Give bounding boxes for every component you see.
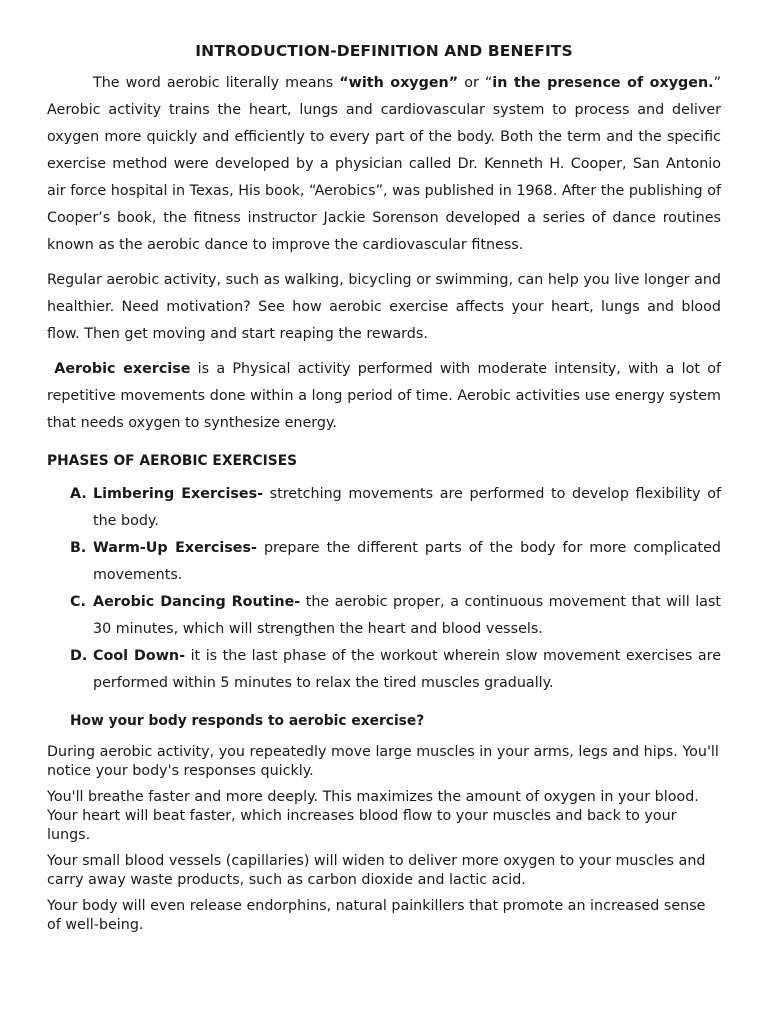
phase-marker: B.	[70, 540, 87, 556]
phase-item	[70, 481, 721, 535]
intro-p1-text-e: ” Aerobic activity trains the heart, lungs and cardiovascular system to process and deliver oxygen more quickly and efficiently to every part of the body. Both the term and the specific exercise method were developed by a physician called Dr. Kenneth H. Cooper, San Antonio air force hospital in Texas, His book, “Aerobics”, was published in 1968. After the publishing of Cooper’s book, the fitness instructor Jackie Sorenson developed a series of dance routines known as the aerobic dance to improve the cardiovascular fitness.	[47, 75, 721, 253]
intro-p1-emphasis-presence: in the presence of oxygen.	[492, 75, 714, 91]
phase-marker: A.	[70, 486, 87, 502]
response-paragraph: Your body will even release endorphins, natural painkillers that promote an increased sense of well-being.	[47, 898, 706, 933]
phase-item	[70, 643, 721, 697]
phase-description: prepare the different parts of the body for more complicated movements.	[93, 540, 721, 583]
phase-description: stretching movements are performed to develop flexibility of the body.	[93, 486, 721, 529]
phases-heading: PHASES OF AEROBIC EXERCISES	[47, 453, 298, 469]
intro-paragraph-3	[47, 356, 721, 437]
phase-item	[70, 589, 721, 643]
page-title: INTRODUCTION-DEFINITION AND BENEFITS	[195, 42, 573, 60]
phase-term: Cool Down-	[93, 648, 186, 664]
phase-item	[70, 535, 721, 589]
response-paragraph: During aerobic activity, you repeatedly move large muscles in your arms, legs and hips. You'll notice your body's responses quickly.	[47, 744, 719, 779]
phase-description: it is the last phase of the workout wherein slow movement exercises are performed within 5 minutes to relax the tired muscles gradually.	[93, 648, 721, 691]
phase-term: Limbering Exercises-	[93, 486, 264, 502]
response-heading: How your body responds to aerobic exercise?	[70, 713, 425, 729]
phase-term: Aerobic Dancing Routine-	[93, 594, 301, 610]
response-paragraph: You'll breathe faster and more deeply. This maximizes the amount of oxygen in your blood. Your heart will beat faster, which increases blood flow to your muscles and back to your lungs.	[47, 789, 699, 843]
aerobic-exercise-term: Aerobic exercise	[54, 361, 191, 377]
phase-description: the aerobic proper, a continuous movement that will last 30 minutes, which will strengthen the heart and blood vessels.	[93, 594, 721, 637]
intro-paragraph-1	[47, 70, 721, 259]
intro-paragraph-2: Regular aerobic activity, such as walking, bicycling or swimming, can help you live longer and healthier. Need motivation? See how aerobic exercise affects your heart, lungs and blood flow. Then get moving and start reaping the rewards.	[47, 272, 721, 342]
phase-marker: D.	[70, 648, 88, 664]
phases-list	[47, 481, 721, 697]
phase-marker: C.	[70, 594, 86, 610]
intro-p1-text-c: or “	[458, 75, 493, 91]
intro-p1-text-a: The word aerobic literally means	[93, 75, 340, 91]
aerobic-exercise-definition: is a Physical activity performed with moderate intensity, with a lot of repetitive movements done within a long period of time. Aerobic activities use energy system that needs oxygen to synthesize energy.	[47, 361, 722, 431]
intro-p1-emphasis-with-oxygen: “with oxygen”	[339, 75, 459, 91]
phase-term: Warm-Up Exercises-	[93, 540, 257, 556]
response-paragraph: Your small blood vessels (capillaries) will widen to deliver more oxygen to your muscles and carry away waste products, such as carbon dioxide and lactic acid.	[47, 853, 706, 888]
